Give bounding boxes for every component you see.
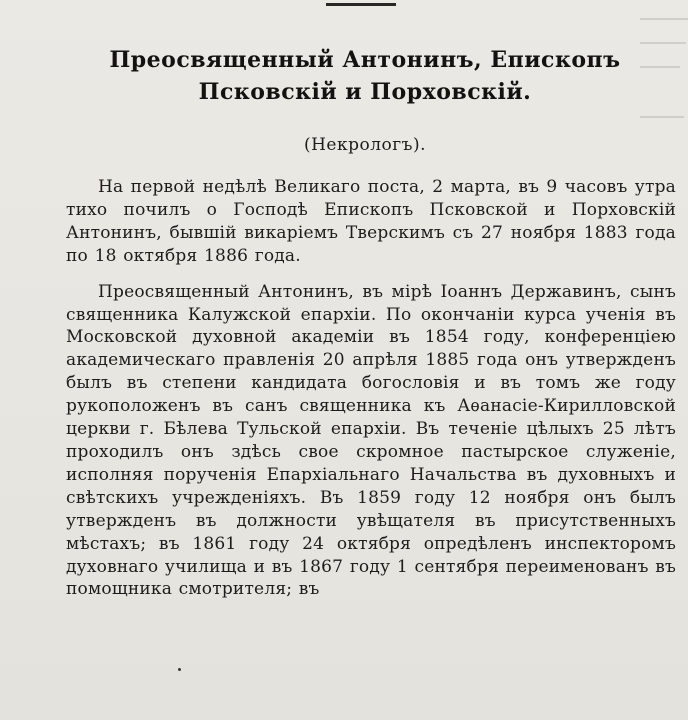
ink-speck [178,668,181,671]
paragraph: На первой недѣлѣ Великаго поста, 2 марта, въ 9 часовъ утра тихо почилъ о Господѣ Епископъ Псковской и Порховскій Антонинъ, бывшій викаріемъ Тверскимъ съ 27 ноября 1883 года по 18 октября 1886 года. [66,177,676,266]
paragraph: Преосвященный Антонинъ, въ мірѣ Іоаннъ Державинъ, сынъ священника Калужской епархіи. По окончаніи курса ученія въ Московской духовной академіи въ 1854 году, конференціею академическаго правленія 20 апрѣля 1885 года онъ утвержденъ былъ въ степени кандидата богословія и въ томъ же году рукоположенъ въ санъ священника къ Аѳанасіе-Кирилловской церкви г. Бѣлева Тульской епархіи. Въ теченіе цѣлыхъ 25 лѣтъ проходилъ онъ здѣсь свое скромное пастырское служеніе, исполняя порученія Епархіальнаго Начальства въ духовныхъ и свѣтскихъ учрежденіяхъ. Въ 1859 году 12 ноября онъ былъ утвержденъ въ должности увѣщателя въ присутственныхъ мѣстахъ; въ 1861 году 24 октября опредѣленъ инспекторомъ духовнаго училища и въ 1867 году 1 сентября переименованъ въ помощника смотрителя; въ [66,281,676,600]
article-title: Преосвященный Антонинъ, Епископъ Псковскій и Порховскій. [109,47,621,105]
bleed-through-mark [640,18,688,20]
header-rule [326,3,396,6]
article-body [66,176,676,614]
bleed-through-mark [640,116,684,118]
article-subtitle: (Некрологъ). [303,135,427,155]
